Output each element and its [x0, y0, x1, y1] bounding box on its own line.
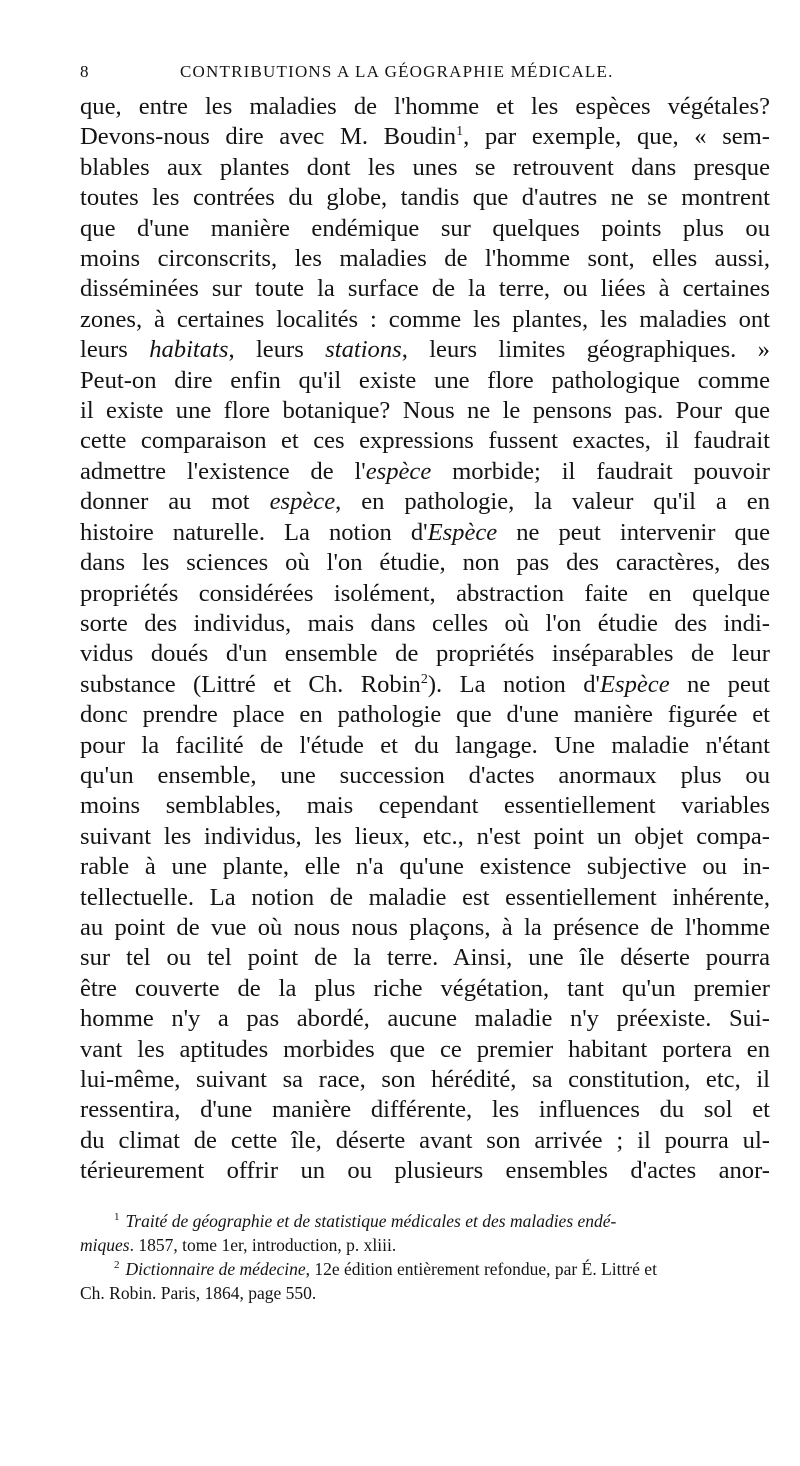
body-line: donc prendre place en pathologie que d'une manière figurée et [80, 701, 770, 729]
running-head [80, 62, 770, 92]
body-line: toutes les contrées du globe, tandis que d'autres ne se montrent [80, 184, 770, 212]
footnote-2-cont: Ch. Robin. Paris, 1864, page 550. [80, 1282, 317, 1303]
body-line: dans les sciences où l'on étudie, non pas des caractères, des [80, 549, 770, 577]
body-line: au point de vue où nous nous plaçons, à la présence de l'homme [80, 913, 770, 941]
body-line: qu'un ensemble, une succession d'actes anormaux plus ou [80, 761, 770, 789]
footnotes [80, 1209, 770, 1305]
body-line: pour la facilité de l'étude et du langage. Une maladie n'étant [80, 731, 770, 759]
body-line: homme n'y a pas abordé, aucune maladie n'y préexiste. Sui- [80, 1005, 770, 1033]
body-line: Devons-nous dire avec M. Boudin$^1$, par exemple, que, « sem- [80, 123, 771, 151]
body-line: tellectuelle. La notion de maladie est essentiellement inhérente, [80, 883, 770, 911]
body-line: lui-même, suivant sa race, son hérédité, sa constitution, etc, il [80, 1066, 770, 1093]
body-line: ressentira, d'une manière différente, les influences du sol et [80, 1096, 770, 1124]
book-page [80, 62, 770, 1305]
body-line: cette comparaison et ces expressions fussent exactes, il faudrait [80, 427, 770, 455]
body-line: substance (Littré et Ch. Robin$^2$). La notion d'Espèce ne peut [80, 670, 771, 698]
running-title: CONTRIBUTIONS A LA GÉOGRAPHIE MÉDICALE. [180, 62, 614, 81]
body-line: moins semblables, mais cependant essentiellement variables [80, 792, 770, 820]
body-line: suivant les individus, les lieux, etc., n'est point un objet compa- [80, 822, 770, 850]
body-line: rable à une plante, elle n'a qu'une existence subjective ou in- [80, 853, 770, 881]
body-line: Peut-on dire enfin qu'il existe une flore pathologique comme [80, 366, 770, 394]
body-line: sorte des individus, mais dans celles où l'on étudie des indi- [80, 609, 770, 637]
footnote-1-cont: miques. 1857, tome 1er, introduction, p. xliii. [80, 1234, 397, 1255]
body-line: histoire naturelle. La notion d'Espèce ne peut intervenir que [80, 518, 770, 546]
body-line: admettre l'existence de l'espèce morbide; il faudrait pouvoir [80, 457, 770, 485]
body-line: sur tel ou tel point de la terre. Ainsi, une île déserte pourra [80, 944, 770, 972]
body-line: vidus doués d'un ensemble de propriétés inséparables de leur [80, 640, 770, 668]
body-line: blables aux plantes dont les unes se retrouvent dans presque [80, 153, 770, 181]
body-line: disséminées sur toute la surface de la terre, ou liées à certaines [80, 275, 770, 303]
body-line: que d'une manière endémique sur quelques points plus ou [80, 214, 770, 242]
body-text [80, 92, 770, 1187]
footnote-1: $^1$ Traité de géographie et de statistique médicales et des maladies endé- [114, 1210, 617, 1231]
body-line: zones, à certaines localités : comme les plantes, les maladies ont [80, 305, 770, 333]
body-line: que, entre les maladies de l'homme et les espèces végétales? [80, 93, 770, 120]
body-line: donner au mot espèce, en pathologie, la valeur qu'il a en [80, 488, 770, 516]
footnote-marker: 2 [420, 671, 428, 687]
body-line: être couverte de la plus riche végétation, tant qu'un premier [80, 974, 770, 1002]
body-line: il existe une flore botanique? Nous ne le pensons pas. Pour que [80, 397, 770, 425]
body-line: vant les aptitudes morbides que ce premier habitant portera en [80, 1035, 770, 1063]
body-line: moins circonscrits, les maladies de l'homme sont, elles aussi, [80, 245, 770, 273]
footnote-2: $^2$ Dictionnaire de médecine, 12e édition entièrement refondue, par É. Littré et [114, 1258, 657, 1279]
body-line: du climat de cette île, déserte avant son arrivée ; il pourra ul- [80, 1126, 770, 1154]
body-line: leurs habitats, leurs stations, leurs limites géographiques. » [80, 336, 770, 364]
body-line: térieurement offrir un ou plusieurs ensembles d'actes anor- [80, 1157, 770, 1185]
footnote-marker: 1 [456, 124, 464, 140]
body-line: propriétés considérées isolément, abstraction faite en quelque [80, 579, 770, 607]
page-number: 8 [80, 62, 90, 81]
